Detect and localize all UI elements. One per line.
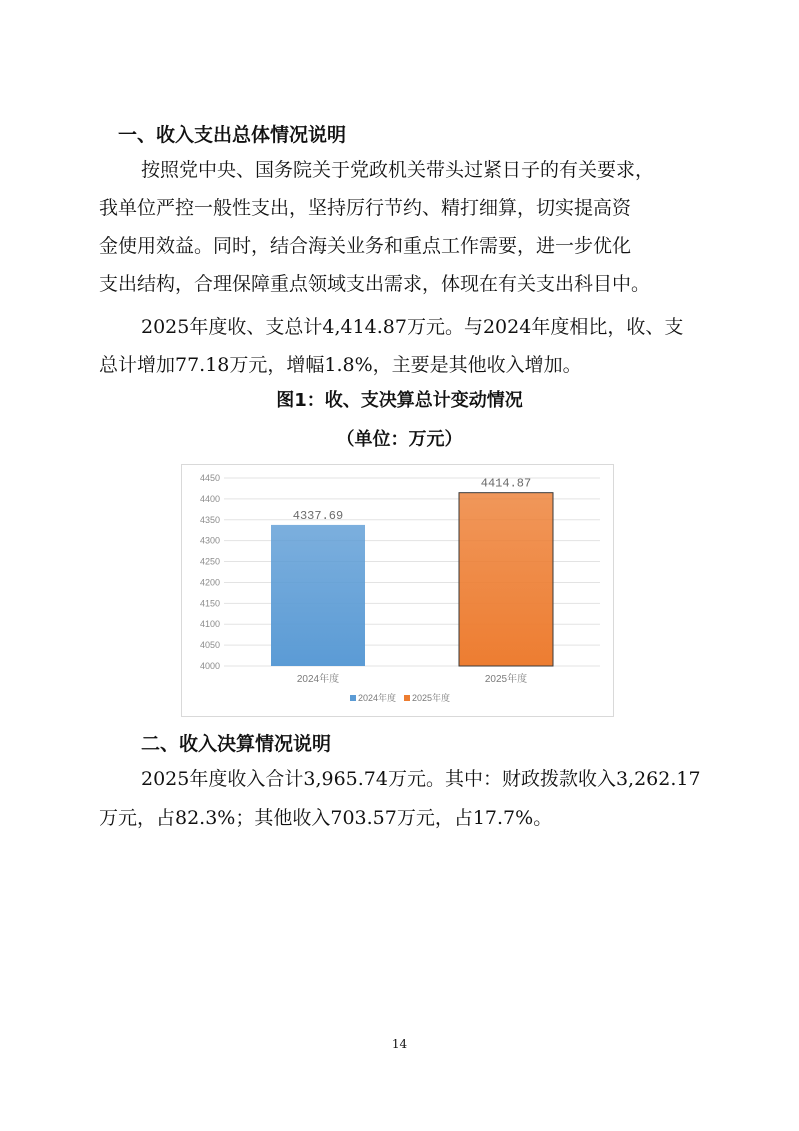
data-label: 4414.87 xyxy=(480,476,532,491)
section1-para1-line3: 金使用效益。同时，结合海关业务和重点工作需要，进一步优化 xyxy=(99,235,632,257)
section1-para2-line2: 总计增加77.18万元，增幅1.8%，主要是其他收入增加。 xyxy=(99,354,582,376)
chart-container xyxy=(181,464,614,717)
y-tick-label: 4400 xyxy=(199,493,220,504)
bar-2025年度 xyxy=(459,493,553,666)
y-tick-label: 4250 xyxy=(199,556,220,567)
page-number: 14 xyxy=(391,1037,408,1051)
figure-title: 图1：收、支决算总计变动情况 xyxy=(276,390,523,411)
section2-para-line2: 万元，占82.3%；其他收入703.57万元，占17.7%。 xyxy=(99,807,553,829)
legend-label: 2024年度 xyxy=(358,693,397,703)
y-tick-label: 4000 xyxy=(199,661,220,671)
section1-para1-line4: 支出结构，合理保障重点领域支出需求，体现在有关支出科目中。 xyxy=(99,273,651,295)
y-tick-label: 4150 xyxy=(199,598,220,609)
y-tick-label: 4100 xyxy=(199,619,220,630)
section2-para-line1: 2025年度收入合计3,965.74万元。其中：财政拨款收入3,262.17 xyxy=(141,768,701,790)
section1-heading: 一、收入支出总体情况说明 xyxy=(118,124,347,146)
y-tick-label: 4300 xyxy=(199,535,220,546)
x-tick-label: 2025年度 xyxy=(484,674,528,685)
data-label: 4337.69 xyxy=(292,508,344,523)
bar-chart xyxy=(182,465,613,716)
legend-label: 2025年度 xyxy=(412,693,451,703)
y-tick-label: 4350 xyxy=(199,514,220,525)
y-tick-label: 4200 xyxy=(199,577,220,588)
section1-para2-line1: 2025年度收、支总计4,414.87万元。与2024年度相比，收、支 xyxy=(141,316,684,338)
legend-swatch xyxy=(404,695,410,701)
x-tick-label: 2024年度 xyxy=(296,674,340,685)
section1-para1-line1: 按照党中央、国务院关于党政机关带头过紧日子的有关要求， xyxy=(141,159,655,181)
y-tick-label: 4050 xyxy=(199,640,220,651)
bar-2024年度 xyxy=(271,525,365,666)
section2-heading: 二、收入决算情况说明 xyxy=(141,733,332,755)
figure-unit: （单位：万元） xyxy=(336,429,463,450)
legend-swatch xyxy=(350,695,356,701)
y-tick-label: 4450 xyxy=(199,473,220,483)
section1-para1-line2: 我单位严控一般性支出，坚持厉行节约、精打细算，切实提高资 xyxy=(99,197,632,219)
